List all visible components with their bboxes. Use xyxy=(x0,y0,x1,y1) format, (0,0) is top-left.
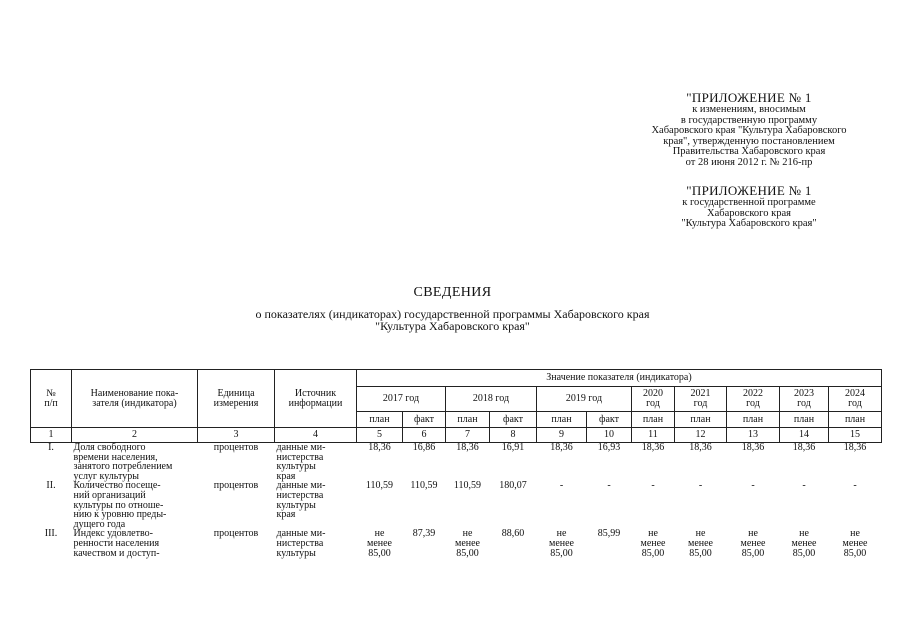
row-number: III. xyxy=(44,528,58,540)
indicator-value: 18,36 xyxy=(689,442,712,453)
header-source: Источник информации xyxy=(275,370,357,428)
document-title: СВЕДЕНИЯ xyxy=(413,285,492,300)
indicators-body xyxy=(31,443,882,560)
header-plan: план xyxy=(727,412,780,428)
header-num: № п/п xyxy=(31,370,72,428)
header-plan: план xyxy=(780,412,829,428)
appendix-heading: "ПРИЛОЖЕНИЕ № 1 xyxy=(686,90,812,105)
column-number-row xyxy=(31,428,882,443)
indicator-value: 110,59 xyxy=(365,480,394,492)
column-number: 6 xyxy=(403,428,446,443)
indicator-value: не менее 85,00 xyxy=(791,528,817,560)
appendix-heading: "ПРИЛОЖЕНИЕ № 1 xyxy=(686,183,812,198)
header-year-2018: 2018 год xyxy=(446,387,537,412)
column-number: 3 xyxy=(198,428,275,443)
indicator-value: - xyxy=(751,480,755,492)
indicator-value: - xyxy=(559,480,564,492)
subtitle-line: "Культура Хабаровского края" xyxy=(375,319,530,333)
header-unit: Единица измерения xyxy=(198,370,275,428)
indicator-name: Количество посеще- ний организаций культуры по отноше- нию к уровню преды- дущего года xyxy=(73,480,167,530)
indicator-unit: процентов xyxy=(213,528,259,540)
indicator-value: 18,36 xyxy=(550,442,573,453)
header-year-2022: 2022 год xyxy=(727,387,780,412)
subtitle-line: о показателях (индикаторах) государственной программы Хабаровского края xyxy=(255,307,650,321)
indicator-value: 180,07 xyxy=(499,480,527,492)
table-row xyxy=(31,529,882,559)
header-fact: факт xyxy=(587,412,632,428)
appendix-line: от 28 июня 2012 г. № 216-пр xyxy=(685,156,813,168)
column-number: 9 xyxy=(537,428,587,443)
row-number: II. xyxy=(46,480,56,492)
header-year-2017: 2017 год xyxy=(357,387,446,412)
column-number: 2 xyxy=(72,428,198,443)
indicator-value: 18,36 xyxy=(843,442,867,453)
document-subtitle xyxy=(0,308,905,332)
column-number: 10 xyxy=(587,428,632,443)
column-number: 8 xyxy=(490,428,537,443)
appendix-line: в государственную программу xyxy=(680,114,818,126)
indicators-table xyxy=(30,369,882,559)
indicator-value: 18,36 xyxy=(741,442,765,453)
column-number: 12 xyxy=(675,428,727,443)
header-year-2024: 2024 год xyxy=(829,387,882,412)
header-year-2020: 2020 год xyxy=(632,387,675,412)
indicator-value: не менее 85,00 xyxy=(640,528,666,560)
header-plan: план xyxy=(829,412,882,428)
indicator-value: 16,86 xyxy=(412,442,436,453)
header-plan: план xyxy=(632,412,675,428)
table-row xyxy=(31,443,882,482)
indicator-value: 18,36 xyxy=(456,442,479,453)
indicator-value: 85,99 xyxy=(597,528,621,540)
indicator-value: 18,36 xyxy=(368,442,391,453)
indicator-value: 18,36 xyxy=(641,442,665,453)
indicator-value: - xyxy=(802,480,806,492)
header-fact: факт xyxy=(490,412,537,428)
indicator-value: не менее 85,00 xyxy=(367,528,392,560)
column-number: 15 xyxy=(829,428,882,443)
indicator-value: 16,93 xyxy=(597,442,621,453)
appendix-line: края", утвержденную постановлением xyxy=(663,135,835,147)
indicator-value: - xyxy=(651,480,655,492)
indicator-value: - xyxy=(607,480,611,492)
header-plan: план xyxy=(446,412,490,428)
row-number: I. xyxy=(48,442,54,453)
indicator-value: не менее 85,00 xyxy=(688,528,713,560)
appendix-amendment-block xyxy=(612,90,886,169)
indicator-source: данные ми- нистерства культуры края xyxy=(276,442,326,482)
appendix-line: к изменениям, вносимым xyxy=(692,104,806,115)
column-number: 4 xyxy=(275,428,357,443)
header-values-group: Значение показателя (индикатора) xyxy=(357,370,882,387)
indicator-value: 18,36 xyxy=(792,442,816,453)
indicator-source: данные ми- нистерства культуры xyxy=(276,528,326,559)
indicator-value: - xyxy=(853,480,857,492)
appendix-line: "Культура Хабаровского края" xyxy=(681,218,817,230)
indicator-value: не менее 85,00 xyxy=(549,528,574,560)
indicator-unit: процентов xyxy=(213,442,259,453)
indicator-value: 110,59 xyxy=(453,480,482,492)
column-number: 13 xyxy=(727,428,780,443)
header-plan: план xyxy=(537,412,587,428)
indicator-value: - xyxy=(698,480,703,492)
appendix-line: Правительства Хабаровского края xyxy=(672,146,826,158)
header-year-2023: 2023 год xyxy=(780,387,829,412)
indicator-value: 110,59 xyxy=(410,480,438,492)
appendix-line: Хабаровского края xyxy=(707,207,791,219)
indicator-source: данные ми- нистерства культуры края xyxy=(276,480,326,521)
header-fact: факт xyxy=(403,412,446,428)
indicator-value: 88,60 xyxy=(501,528,525,540)
appendix-line: к государственной программе xyxy=(682,197,816,208)
indicator-value: не менее 85,00 xyxy=(740,528,766,560)
column-number: 7 xyxy=(446,428,490,443)
header-indicator-name: Наименование пока- зателя (индикатора) xyxy=(72,370,198,428)
indicator-value: 16,91 xyxy=(501,442,525,453)
header-year-2021: 2021 год xyxy=(675,387,727,412)
appendix-line: Хабаровского края "Культура Хабаровского xyxy=(651,125,847,137)
indicator-name: Индекс удовлетво- ренности населения качеством и доступ- xyxy=(73,528,160,559)
table-row xyxy=(31,481,882,529)
indicator-value: 87,39 xyxy=(412,528,436,540)
header-year-2019: 2019 год xyxy=(537,387,632,412)
appendix-program-block xyxy=(612,183,886,230)
indicator-value: не менее 85,00 xyxy=(842,528,868,560)
indicator-unit: процентов xyxy=(213,480,259,492)
column-number: 5 xyxy=(357,428,403,443)
indicator-name: Доля свободного времени населения, занятого потреблением услуг культуры xyxy=(73,442,173,482)
column-number: 1 xyxy=(31,428,72,443)
column-number: 14 xyxy=(780,428,829,443)
header-plan: план xyxy=(675,412,727,428)
header-plan: план xyxy=(357,412,403,428)
indicator-value: не менее 85,00 xyxy=(455,528,480,560)
column-number: 11 xyxy=(632,428,675,443)
